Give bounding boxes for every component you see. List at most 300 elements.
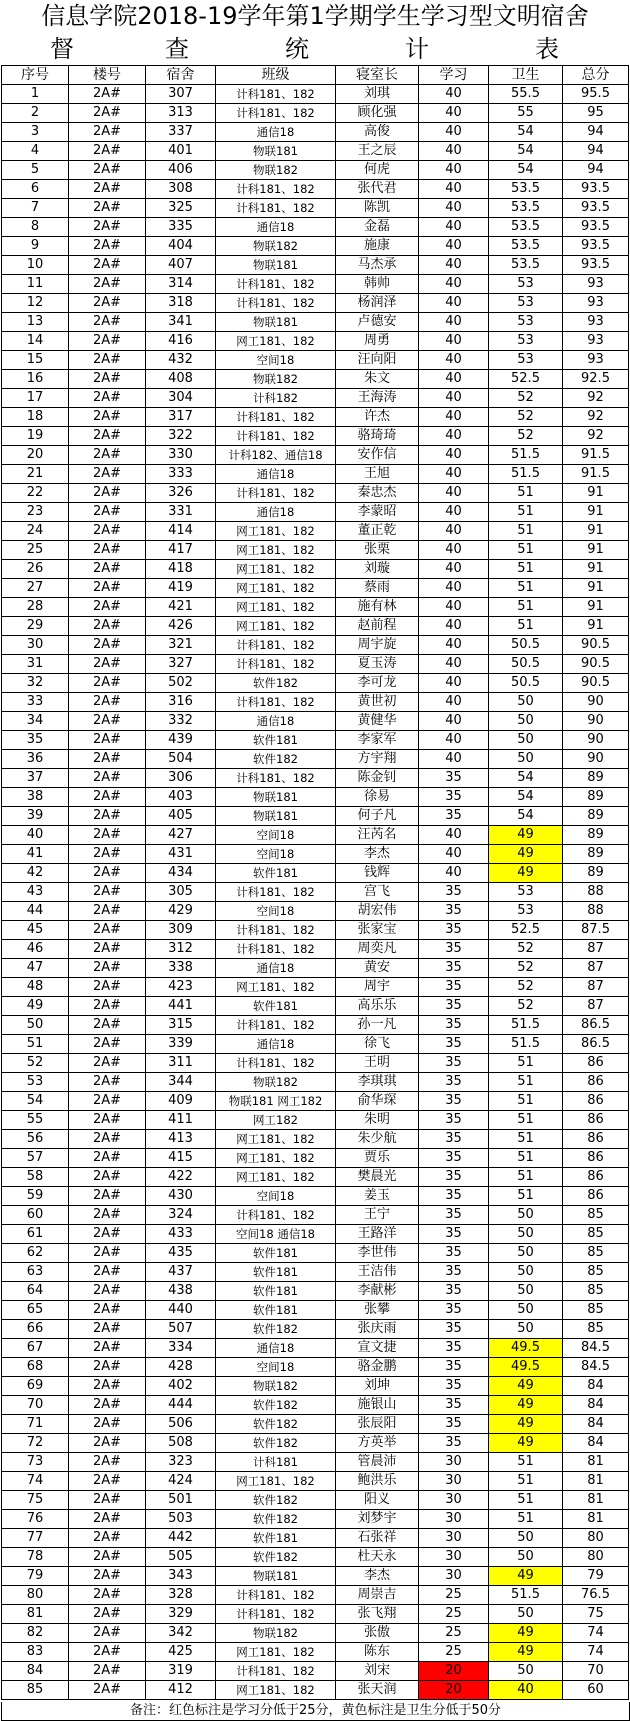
cell-leader: 方英举: [336, 1434, 419, 1453]
cell-leader: 张辰阳: [336, 1415, 419, 1434]
table-row: [2, 693, 629, 712]
cell-class: 计科181、182: [216, 1662, 336, 1681]
header-leader: 寝室长: [336, 66, 419, 85]
cell-study: 30: [419, 1491, 489, 1510]
cell-total: 60: [563, 1681, 629, 1700]
cell-index: 78: [2, 1548, 69, 1567]
cell-class: 空间18: [216, 902, 336, 921]
cell-leader: 姜玉: [336, 1187, 419, 1206]
cell-leader: 汪芮名: [336, 826, 419, 845]
cell-class: 网工182: [216, 1111, 336, 1130]
cell-total: 94: [563, 161, 629, 180]
cell-dorm: 427: [146, 826, 216, 845]
cell-study: 40: [419, 636, 489, 655]
cell-index: 35: [2, 731, 69, 750]
cell-hygiene: 53.5: [489, 180, 563, 199]
cell-total: 81: [563, 1491, 629, 1510]
cell-hygiene: 51.5: [489, 1035, 563, 1054]
cell-study: 35: [419, 1263, 489, 1282]
cell-study: 40: [419, 199, 489, 218]
cell-dorm: 313: [146, 104, 216, 123]
cell-dorm: 401: [146, 142, 216, 161]
cell-study: 35: [419, 940, 489, 959]
cell-leader: 骆琦琦: [336, 427, 419, 446]
cell-study: 25: [419, 1624, 489, 1643]
cell-leader: 朱明: [336, 1111, 419, 1130]
cell-leader: 施有林: [336, 598, 419, 617]
cell-class: 软件182: [216, 1396, 336, 1415]
cell-class: 软件181: [216, 1282, 336, 1301]
cell-leader: 张家宝: [336, 921, 419, 940]
cell-building: 2A#: [69, 351, 146, 370]
cell-total: 86: [563, 1168, 629, 1187]
cell-leader: 刘宋: [336, 1662, 419, 1681]
cell-leader: 陈金钊: [336, 769, 419, 788]
cell-leader: 高乐乐: [336, 997, 419, 1016]
cell-building: 2A#: [69, 1415, 146, 1434]
cell-class: 网工181、182: [216, 1681, 336, 1700]
cell-hygiene: 50: [489, 712, 563, 731]
cell-building: 2A#: [69, 1263, 146, 1282]
cell-building: 2A#: [69, 484, 146, 503]
cell-hygiene: 50: [489, 731, 563, 750]
cell-hygiene: 50: [489, 693, 563, 712]
cell-leader: 李蒙昭: [336, 503, 419, 522]
cell-hygiene: 52: [489, 997, 563, 1016]
cell-total: 87.5: [563, 921, 629, 940]
cell-study: 35: [419, 997, 489, 1016]
cell-class: 网工181、182: [216, 1643, 336, 1662]
cell-index: 18: [2, 408, 69, 427]
table-row: [2, 1149, 629, 1168]
cell-class: 网工181、182: [216, 1130, 336, 1149]
table-row: [2, 332, 629, 351]
cell-building: 2A#: [69, 1282, 146, 1301]
cell-hygiene: 51: [489, 1130, 563, 1149]
cell-total: 93: [563, 332, 629, 351]
cell-building: 2A#: [69, 655, 146, 674]
cell-class: 物联181: [216, 142, 336, 161]
cell-class: 物联182: [216, 370, 336, 389]
cell-class: 通信18: [216, 959, 336, 978]
header-row: [2, 66, 629, 85]
cell-total: 93: [563, 294, 629, 313]
cell-class: 计科181、182: [216, 1586, 336, 1605]
table-row: [2, 769, 629, 788]
cell-total: 92.5: [563, 370, 629, 389]
report-title: 信息学院2018-19学年第1学期学生学习型文明宿舍: [41, 2, 589, 30]
cell-index: 21: [2, 465, 69, 484]
subtitle-char: 统: [285, 35, 309, 63]
cell-hygiene: 54: [489, 807, 563, 826]
cell-class: 物联181 网工182: [216, 1092, 336, 1111]
cell-class: 软件181: [216, 1244, 336, 1263]
cell-building: 2A#: [69, 1662, 146, 1681]
cell-hygiene: 51: [489, 522, 563, 541]
cell-index: 40: [2, 826, 69, 845]
cell-study: 35: [419, 1225, 489, 1244]
cell-building: 2A#: [69, 1111, 146, 1130]
table-row: [2, 731, 629, 750]
cell-building: 2A#: [69, 1320, 146, 1339]
cell-building: 2A#: [69, 123, 146, 142]
cell-leader: 李可龙: [336, 674, 419, 693]
cell-index: 8: [2, 218, 69, 237]
cell-building: 2A#: [69, 826, 146, 845]
table-row: [2, 1016, 629, 1035]
cell-dorm: 308: [146, 180, 216, 199]
table-row: [2, 484, 629, 503]
cell-class: 物联181: [216, 1567, 336, 1586]
table-row: [2, 1548, 629, 1567]
cell-building: 2A#: [69, 1339, 146, 1358]
cell-dorm: 430: [146, 1187, 216, 1206]
cell-class: 计科181、182: [216, 294, 336, 313]
cell-study: 40: [419, 465, 489, 484]
cell-total: 87: [563, 940, 629, 959]
cell-hygiene: 50: [489, 1282, 563, 1301]
cell-study: 35: [419, 1396, 489, 1415]
cell-total: 81: [563, 1453, 629, 1472]
table-row: [2, 1225, 629, 1244]
cell-building: 2A#: [69, 332, 146, 351]
cell-index: 49: [2, 997, 69, 1016]
cell-index: 72: [2, 1434, 69, 1453]
cell-total: 93.5: [563, 199, 629, 218]
cell-hygiene: 51: [489, 1453, 563, 1472]
cell-index: 38: [2, 788, 69, 807]
cell-study: 35: [419, 769, 489, 788]
cell-building: 2A#: [69, 1168, 146, 1187]
cell-building: 2A#: [69, 1187, 146, 1206]
cell-building: 2A#: [69, 1206, 146, 1225]
cell-index: 81: [2, 1605, 69, 1624]
cell-hygiene: 53: [489, 351, 563, 370]
cell-total: 91.5: [563, 465, 629, 484]
cell-building: 2A#: [69, 1035, 146, 1054]
table-row: [2, 218, 629, 237]
cell-leader: 刘琪: [336, 85, 419, 104]
cell-class: 软件182: [216, 1491, 336, 1510]
cell-index: 29: [2, 617, 69, 636]
cell-total: 91: [563, 560, 629, 579]
cell-index: 54: [2, 1092, 69, 1111]
cell-dorm: 321: [146, 636, 216, 655]
cell-study: 35: [419, 1206, 489, 1225]
cell-hygiene: 50.5: [489, 636, 563, 655]
cell-building: 2A#: [69, 313, 146, 332]
cell-leader: 石张祥: [336, 1529, 419, 1548]
cell-total: 89: [563, 807, 629, 826]
cell-leader: 周奕凡: [336, 940, 419, 959]
cell-index: 52: [2, 1054, 69, 1073]
cell-total: 86: [563, 1054, 629, 1073]
table-row: [2, 1073, 629, 1092]
cell-building: 2A#: [69, 1529, 146, 1548]
cell-hygiene: 52: [489, 389, 563, 408]
cell-class: 网工181、182: [216, 579, 336, 598]
cell-index: 5: [2, 161, 69, 180]
cell-hygiene: 49: [489, 1396, 563, 1415]
cell-leader: 杜天永: [336, 1548, 419, 1567]
cell-total: 91: [563, 503, 629, 522]
cell-total: 90: [563, 712, 629, 731]
cell-class: 通信18: [216, 1035, 336, 1054]
cell-class: 网工181、182: [216, 1472, 336, 1491]
cell-total: 84.5: [563, 1358, 629, 1377]
cell-hygiene: 50: [489, 1225, 563, 1244]
cell-study: 30: [419, 1548, 489, 1567]
cell-total: 87: [563, 997, 629, 1016]
cell-class: 网工181、182: [216, 541, 336, 560]
cell-building: 2A#: [69, 465, 146, 484]
table-row: [2, 503, 629, 522]
cell-class: 空间18: [216, 845, 336, 864]
cell-hygiene: 51: [489, 1491, 563, 1510]
cell-hygiene: 50: [489, 1206, 563, 1225]
cell-class: 通信18: [216, 123, 336, 142]
cell-index: 57: [2, 1149, 69, 1168]
cell-hygiene: 50: [489, 1301, 563, 1320]
cell-hygiene: 51: [489, 503, 563, 522]
table-row: [2, 1377, 629, 1396]
cell-total: 87: [563, 978, 629, 997]
cell-index: 41: [2, 845, 69, 864]
cell-hygiene: 53: [489, 294, 563, 313]
table-row: [2, 579, 629, 598]
cell-study: 35: [419, 1339, 489, 1358]
cell-class: 计科181、182: [216, 883, 336, 902]
table-row: [2, 351, 629, 370]
cell-class: 网工181、182: [216, 522, 336, 541]
cell-leader: 李世伟: [336, 1244, 419, 1263]
cell-dorm: 503: [146, 1510, 216, 1529]
cell-dorm: 314: [146, 275, 216, 294]
cell-class: 软件182: [216, 1510, 336, 1529]
cell-building: 2A#: [69, 180, 146, 199]
cell-class: 计科181、182: [216, 769, 336, 788]
cell-study: 20: [419, 1662, 489, 1681]
cell-dorm: 326: [146, 484, 216, 503]
cell-total: 93.5: [563, 237, 629, 256]
cell-study: 35: [419, 978, 489, 997]
cell-total: 85: [563, 1225, 629, 1244]
cell-building: 2A#: [69, 1149, 146, 1168]
cell-building: 2A#: [69, 978, 146, 997]
cell-study: 35: [419, 1301, 489, 1320]
table-row: [2, 427, 629, 446]
cell-hygiene: 50: [489, 1662, 563, 1681]
cell-class: 物联181: [216, 788, 336, 807]
cell-dorm: 440: [146, 1301, 216, 1320]
cell-building: 2A#: [69, 674, 146, 693]
cell-leader: 韩帅: [336, 275, 419, 294]
cell-building: 2A#: [69, 940, 146, 959]
cell-index: 24: [2, 522, 69, 541]
cell-hygiene: 49: [489, 1415, 563, 1434]
cell-total: 85: [563, 1263, 629, 1282]
cell-study: 35: [419, 1320, 489, 1339]
cell-total: 91.5: [563, 446, 629, 465]
cell-leader: 王洁伟: [336, 1263, 419, 1282]
cell-building: 2A#: [69, 712, 146, 731]
cell-class: 网工181、182: [216, 1168, 336, 1187]
cell-total: 84: [563, 1377, 629, 1396]
cell-dorm: 414: [146, 522, 216, 541]
cell-class: 物联181: [216, 256, 336, 275]
cell-building: 2A#: [69, 408, 146, 427]
cell-hygiene: 51: [489, 1073, 563, 1092]
cell-class: 通信18: [216, 218, 336, 237]
cell-study: 40: [419, 256, 489, 275]
cell-leader: 张飞翔: [336, 1605, 419, 1624]
cell-leader: 方宇翔: [336, 750, 419, 769]
cell-dorm: 328: [146, 1586, 216, 1605]
cell-leader: 刘坤: [336, 1377, 419, 1396]
cell-dorm: 423: [146, 978, 216, 997]
cell-building: 2A#: [69, 693, 146, 712]
cell-leader: 陈东: [336, 1643, 419, 1662]
table-row: [2, 1339, 629, 1358]
cell-total: 93.5: [563, 256, 629, 275]
cell-hygiene: 52: [489, 427, 563, 446]
cell-dorm: 438: [146, 1282, 216, 1301]
cell-hygiene: 49.5: [489, 1339, 563, 1358]
cell-building: 2A#: [69, 1016, 146, 1035]
cell-dorm: 418: [146, 560, 216, 579]
cell-hygiene: 51: [489, 1510, 563, 1529]
cell-building: 2A#: [69, 1491, 146, 1510]
table-row: [2, 1263, 629, 1282]
cell-building: 2A#: [69, 1054, 146, 1073]
cell-leader: 管晨沛: [336, 1453, 419, 1472]
subtitle-char: 督: [50, 35, 74, 63]
cell-study: 40: [419, 85, 489, 104]
cell-index: 55: [2, 1111, 69, 1130]
cell-study: 40: [419, 237, 489, 256]
table-row: [2, 902, 629, 921]
cell-hygiene: 53.5: [489, 199, 563, 218]
cell-index: 60: [2, 1206, 69, 1225]
cell-total: 91: [563, 617, 629, 636]
cell-class: 物联181: [216, 313, 336, 332]
cell-study: 40: [419, 161, 489, 180]
table-row: [2, 1244, 629, 1263]
cell-index: 70: [2, 1396, 69, 1415]
cell-index: 28: [2, 598, 69, 617]
cell-study: 30: [419, 1453, 489, 1472]
cell-leader: 朱文: [336, 370, 419, 389]
cell-study: 30: [419, 1472, 489, 1491]
cell-study: 30: [419, 1510, 489, 1529]
cell-total: 90.5: [563, 636, 629, 655]
cell-leader: 徐易: [336, 788, 419, 807]
cell-index: 10: [2, 256, 69, 275]
cell-dorm: 442: [146, 1529, 216, 1548]
table-row: [2, 1301, 629, 1320]
cell-leader: 王路洋: [336, 1225, 419, 1244]
cell-leader: 周宇旋: [336, 636, 419, 655]
cell-class: 计科181、182: [216, 408, 336, 427]
table-row: [2, 465, 629, 484]
cell-building: 2A#: [69, 864, 146, 883]
cell-study: 25: [419, 1643, 489, 1662]
cell-dorm: 324: [146, 1206, 216, 1225]
cell-hygiene: 50: [489, 1263, 563, 1282]
cell-index: 9: [2, 237, 69, 256]
cell-class: 计科181、182: [216, 427, 336, 446]
cell-class: 空间18 通信18: [216, 1225, 336, 1244]
cell-study: 40: [419, 845, 489, 864]
cell-class: 通信18: [216, 1339, 336, 1358]
cell-leader: 李杰: [336, 1567, 419, 1586]
table-row: [2, 1206, 629, 1225]
table-row: [2, 294, 629, 313]
cell-hygiene: 50: [489, 1548, 563, 1567]
footnote: 备注：红色标注是学习分低于25分，黄色标注是卫生分低于50分: [1, 1702, 630, 1721]
cell-study: 40: [419, 826, 489, 845]
cell-index: 20: [2, 446, 69, 465]
cell-hygiene: 52: [489, 959, 563, 978]
cell-class: 计科181、182: [216, 921, 336, 940]
cell-hygiene: 52.5: [489, 370, 563, 389]
cell-total: 90.5: [563, 674, 629, 693]
cell-dorm: 433: [146, 1225, 216, 1244]
header-study: 学习: [419, 66, 489, 85]
cell-dorm: 444: [146, 1396, 216, 1415]
cell-study: 35: [419, 1187, 489, 1206]
table-row: [2, 1415, 629, 1434]
cell-leader: 董正乾: [336, 522, 419, 541]
cell-building: 2A#: [69, 503, 146, 522]
cell-building: 2A#: [69, 1586, 146, 1605]
table-row: [2, 978, 629, 997]
cell-dorm: 323: [146, 1453, 216, 1472]
table-row: [2, 85, 629, 104]
cell-study: 40: [419, 104, 489, 123]
cell-total: 86: [563, 1111, 629, 1130]
cell-study: 35: [419, 959, 489, 978]
table-row: [2, 370, 629, 389]
cell-study: 40: [419, 294, 489, 313]
cell-leader: 张天润: [336, 1681, 419, 1700]
cell-total: 81: [563, 1510, 629, 1529]
cell-leader: 黄安: [336, 959, 419, 978]
cell-study: 35: [419, 1282, 489, 1301]
cell-leader: 王宁: [336, 1206, 419, 1225]
cell-total: 93: [563, 351, 629, 370]
table-row: [2, 636, 629, 655]
cell-index: 73: [2, 1453, 69, 1472]
cell-study: 35: [419, 1035, 489, 1054]
cell-index: 84: [2, 1662, 69, 1681]
cell-index: 32: [2, 674, 69, 693]
cell-hygiene: 49: [489, 1624, 563, 1643]
cell-total: 89: [563, 845, 629, 864]
table-row: [2, 1168, 629, 1187]
cell-hygiene: 50: [489, 1605, 563, 1624]
cell-study: 35: [419, 807, 489, 826]
cell-index: 80: [2, 1586, 69, 1605]
cell-hygiene: 52.5: [489, 921, 563, 940]
cell-building: 2A#: [69, 294, 146, 313]
table-row: [2, 1586, 629, 1605]
cell-hygiene: 54: [489, 142, 563, 161]
header-index: 序号: [2, 66, 69, 85]
table-row: [2, 712, 629, 731]
table-row: [2, 1453, 629, 1472]
cell-hygiene: 49: [489, 864, 563, 883]
